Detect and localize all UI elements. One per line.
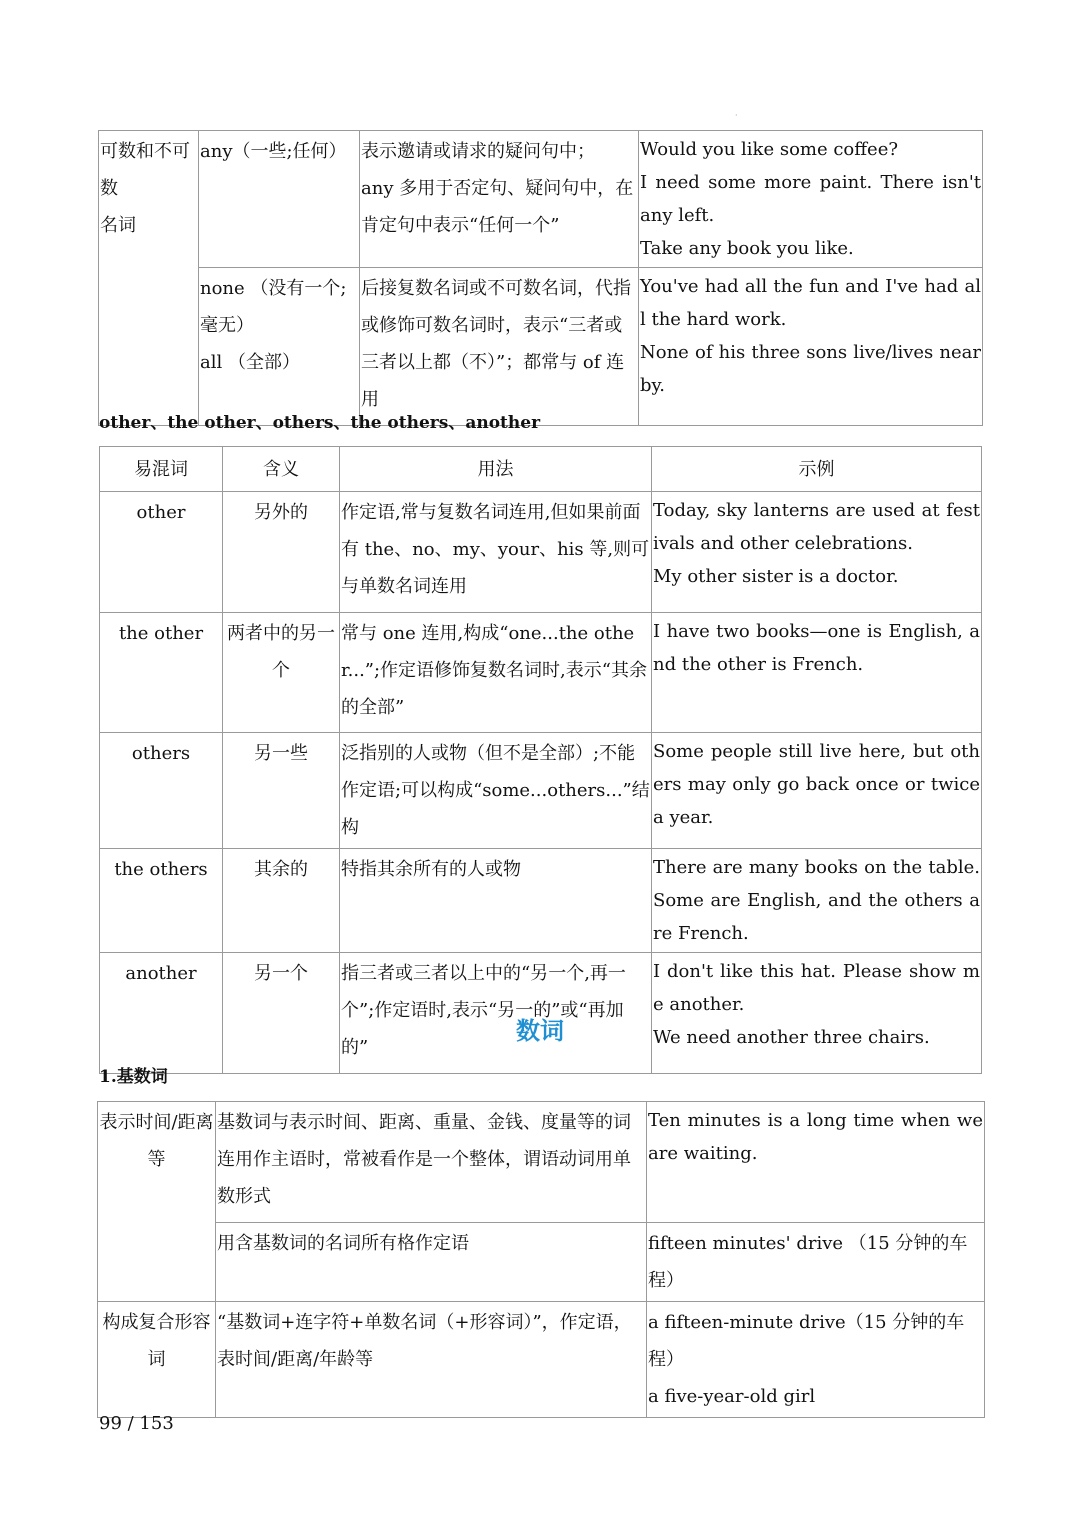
table-countable-uncountable <box>98 130 983 426</box>
category-cell: 可数和不可数 名词 <box>99 131 199 426</box>
word-cell: other <box>100 492 223 613</box>
table-row <box>100 613 982 733</box>
section-title-numerals: 数词 <box>516 1017 564 1045</box>
usage-cell: 表示邀请或请求的疑问句中； any 多用于否定句、疑问句中，在肯定句中表示“任何一个” <box>360 131 639 268</box>
usage-cell: 常与 one 连用,构成“one...the other...”;作定语修饰复数名词时,表示“其余的全部” <box>340 613 652 733</box>
usage-cell: 泛指别的人或物（但不是全部）;不能作定语;可以构成“some...others...”结构 <box>340 733 652 849</box>
usage-cell: 基数词与表示时间、距离、重量、金钱、度量等的词连用作主语时，常被看作是一个整体，谓语动词用单数形式 <box>216 1102 647 1223</box>
word-cell: another <box>100 953 223 1074</box>
category-cell: 表示时间/距离等 <box>98 1102 216 1302</box>
example-line: Would you like some coffee? <box>640 139 899 160</box>
meaning-cell: 其余的 <box>223 849 340 953</box>
example-cell <box>639 268 983 426</box>
example-cell: fifteen minutes' drive （15 分钟的车程） <box>647 1223 985 1302</box>
example-line: Some people still live here, but others may only go back once or twice a year. <box>653 741 980 828</box>
word-cell: none （没有一个;毫无） all （全部） <box>199 268 360 426</box>
example-cell <box>652 492 982 613</box>
table-row <box>100 733 982 849</box>
meaning-cell: 另一个 <box>223 953 340 1074</box>
section-heading-cardinal: 1.基数词 <box>99 1067 168 1087</box>
example-cell <box>647 1302 985 1418</box>
table-other-words <box>99 446 982 1074</box>
example-line: There are many books on the table. Some are English, and the others are French. <box>653 857 980 944</box>
example-cell <box>652 733 982 849</box>
meaning-cell: 另一些 <box>223 733 340 849</box>
usage-cell: “基数词+连字符+单数名词（+形容词）”，作定语，表时间/距离/年龄等 <box>216 1302 647 1418</box>
example-cell <box>639 131 983 268</box>
category-cell: 构成复合形容词 <box>98 1302 216 1418</box>
example-cell: Ten minutes is a long time when we are waiting. <box>647 1102 985 1223</box>
table-header-row <box>100 447 982 492</box>
example-cell <box>652 613 982 733</box>
table-row <box>99 131 983 268</box>
example-line: I have two books—one is English, and the other is French. <box>653 621 980 675</box>
example-line: My other sister is a doctor. <box>653 566 899 587</box>
table-row <box>100 492 982 613</box>
table-row <box>100 849 982 953</box>
meaning-cell: 另外的 <box>223 492 340 613</box>
example-line: I don't like this hat. Please show me another. <box>653 961 980 1015</box>
example-line: We need another three chairs. <box>653 1027 930 1048</box>
table-row <box>98 1302 985 1418</box>
word-cell: the others <box>100 849 223 953</box>
usage-cell: 后接复数名词或不可数名词，代指或修饰可数名词时，表示“三者或三者以上都（不）”；都常与 of 连用 <box>360 268 639 426</box>
header-cell: 易混词 <box>100 447 223 492</box>
word-cell: others <box>100 733 223 849</box>
header-cell: 含义 <box>223 447 340 492</box>
section-heading-other: other、the other、others、the others、another <box>99 413 541 433</box>
example-line: You've had all the fun and I've had all the hard work. <box>640 276 981 330</box>
example-line: a five-year-old girl <box>648 1386 816 1407</box>
scan-dot: · <box>735 111 738 120</box>
header-cell: 用法 <box>340 447 652 492</box>
table-row <box>99 268 983 426</box>
example-line: I need some more paint. There isn't any left. <box>640 172 981 226</box>
usage-cell: 指三者或三者以上中的“另一个,再一个”;作定语时,表示“另一的”或“再加的” <box>340 953 652 1074</box>
example-line: a fifteen-minute drive（15 分钟的车程） <box>648 1312 965 1370</box>
example-line: Today, sky lanterns are used at festivals and other celebrations. <box>653 500 980 554</box>
word-cell: any（一些;任何） <box>199 131 360 268</box>
usage-cell: 用含基数词的名词所有格作定语 <box>216 1223 647 1302</box>
meaning-cell: 两者中的另一个 <box>223 613 340 733</box>
page-number: 99 / 153 <box>99 1413 174 1434</box>
header-cell: 示例 <box>652 447 982 492</box>
usage-cell: 作定语,常与复数名词连用,但如果前面有 the、no、my、your、his 等,则可与单数名词连用 <box>340 492 652 613</box>
usage-cell: 特指其余所有的人或物 <box>340 849 652 953</box>
table-row <box>98 1223 985 1302</box>
example-cell <box>652 849 982 953</box>
word-cell: the other <box>100 613 223 733</box>
table-cardinal-numbers <box>97 1101 985 1418</box>
example-line: None of his three sons live/lives nearby. <box>640 342 981 396</box>
example-line: Take any book you like. <box>640 238 854 259</box>
table-row <box>98 1102 985 1223</box>
